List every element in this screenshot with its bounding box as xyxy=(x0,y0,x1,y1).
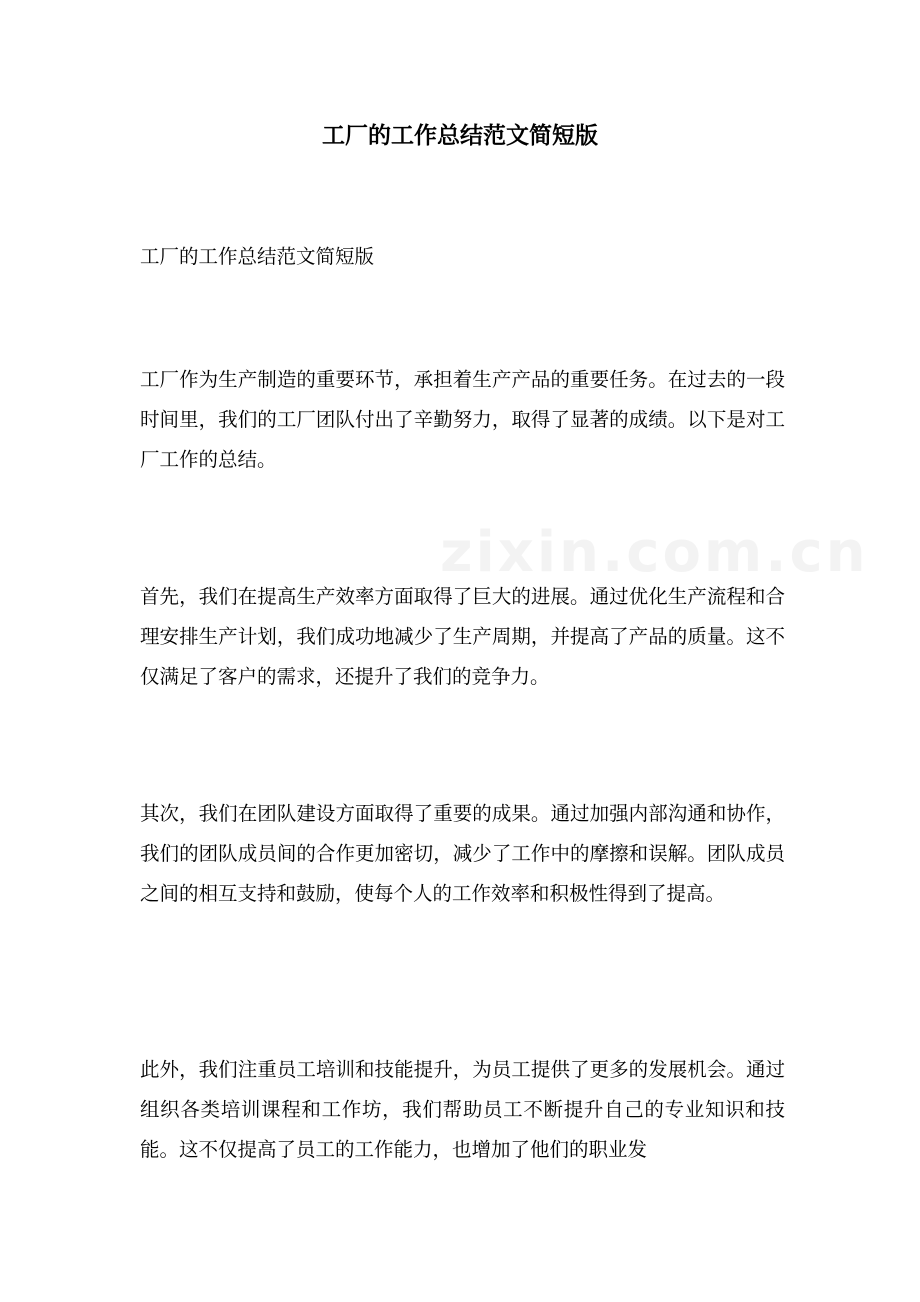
document-subtitle: 工厂的工作总结范文简短版 xyxy=(140,245,375,268)
paragraph-training: 此外，我们注重员工培训和技能提升，为员工提供了更多的发展机会。通过组织各类培训课程和工作坊，我们帮助员工不断提升自己的专业知识和技能。这不仅提高了员工的工作能力，也增加了他们的职业发 xyxy=(140,1058,785,1161)
watermark: zixin.com.cn xyxy=(440,520,869,585)
document-title: 工厂的工作总结范文简短版 xyxy=(322,122,598,149)
paragraph-efficiency: 首先，我们在提高生产效率方面取得了巨大的进展。通过优化生产流程和合理安排生产计划，我们成功地减少了生产周期，并提高了产品的质量。这不仅满足了客户的需求，还提升了我们的竞争力。 xyxy=(140,585,785,688)
paragraph-teamwork: 其次，我们在团队建设方面取得了重要的成果。通过加强内部沟通和协作，我们的团队成员间的合作更加密切，减少了工作中的摩擦和误解。团队成员之间的相互支持和鼓励，使每个人的工作效率和积极性得到了提高。 xyxy=(140,802,785,905)
paragraph-intro: 工厂作为生产制造的重要环节，承担着生产产品的重要任务。在过去的一段时间里，我们的工厂团队付出了辛勤努力，取得了显著的成绩。以下是对工厂工作的总结。 xyxy=(140,368,785,471)
